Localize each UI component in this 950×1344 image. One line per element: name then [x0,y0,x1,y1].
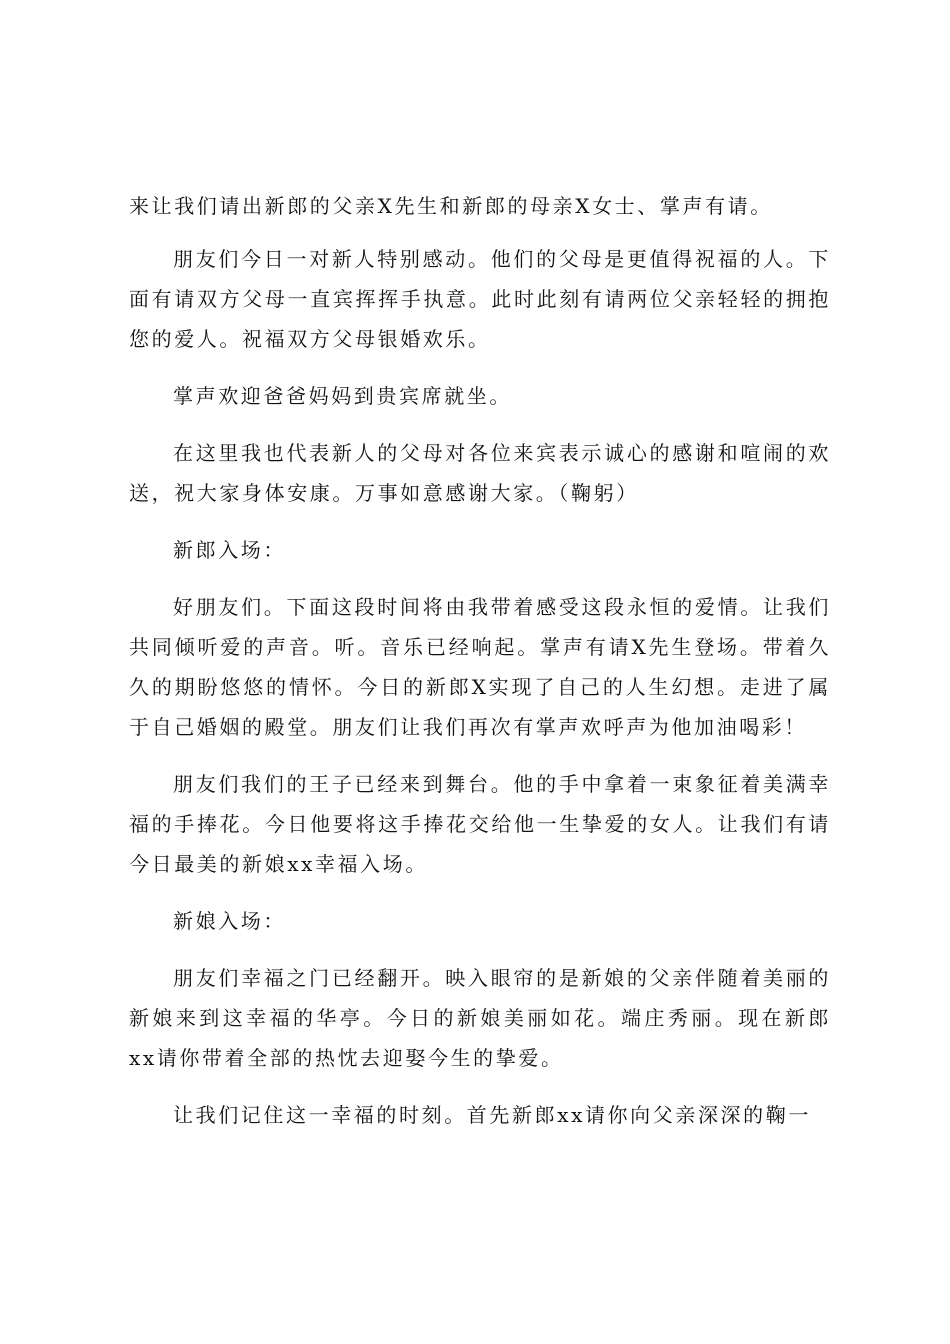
paragraph-bride-entrance: 朋友们幸福之门已经翻开。映入眼帘的是新娘的父亲伴随着美丽的新娘来到这幸福的华亭。今日的新娘美丽如花。端庄秀丽。现在新郎xx请你带着全部的热忱去迎娶今生的挚爱。 [129,966,831,1070]
paragraph-groom-entrance: 好朋友们。下面这段时间将由我带着感受这段永恒的爱情。让我们共同倾听爱的声音。听。音乐已经响起。掌声有请X先生登场。带着久久的期盼悠悠的情怀。今日的新郎X实现了自己的人生幻想。走进了属于自己婚姻的殿堂。朋友们让我们再次有掌声欢呼声为他加油喝彩！ [129,595,831,739]
section-heading-bride-entrance: 新娘入场： [173,909,286,933]
paragraph-memorable-moment: 让我们记住这一幸福的时刻。首先新郎xx请你向父亲深深的鞠一 [173,1103,811,1127]
paragraph-parents-invitation: 来让我们请出新郎的父亲X先生和新郎的母亲X女士、掌声有请。 [129,194,773,218]
paragraph-thanks: 在这里我也代表新人的父母对各位来宾表示诚心的感谢和喧闹的欢送，祝大家身体安康。万事如意感谢大家。（鞠躬） [129,441,831,505]
section-heading-groom-entrance: 新郎入场： [173,538,286,562]
document-body [129,186,831,1152]
paragraph-parents-seated: 掌声欢迎爸爸妈妈到贵宾席就坐。 [173,384,512,408]
paragraph-parents-blessing: 朋友们今日一对新人特别感动。他们的父母是更值得祝福的人。下面有请双方父母一直宾挥挥手执意。此时此刻有请两位父亲轻轻的拥抱您的爱人。祝福双方父母银婚欢乐。 [129,247,831,351]
paragraph-bride-invitation: 朋友们我们的王子已经来到舞台。他的手中拿着一束象征着美满幸福的手捧花。今日他要将这手捧花交给他一生挚爱的女人。让我们有请今日最美的新娘xx幸福入场。 [129,772,831,876]
